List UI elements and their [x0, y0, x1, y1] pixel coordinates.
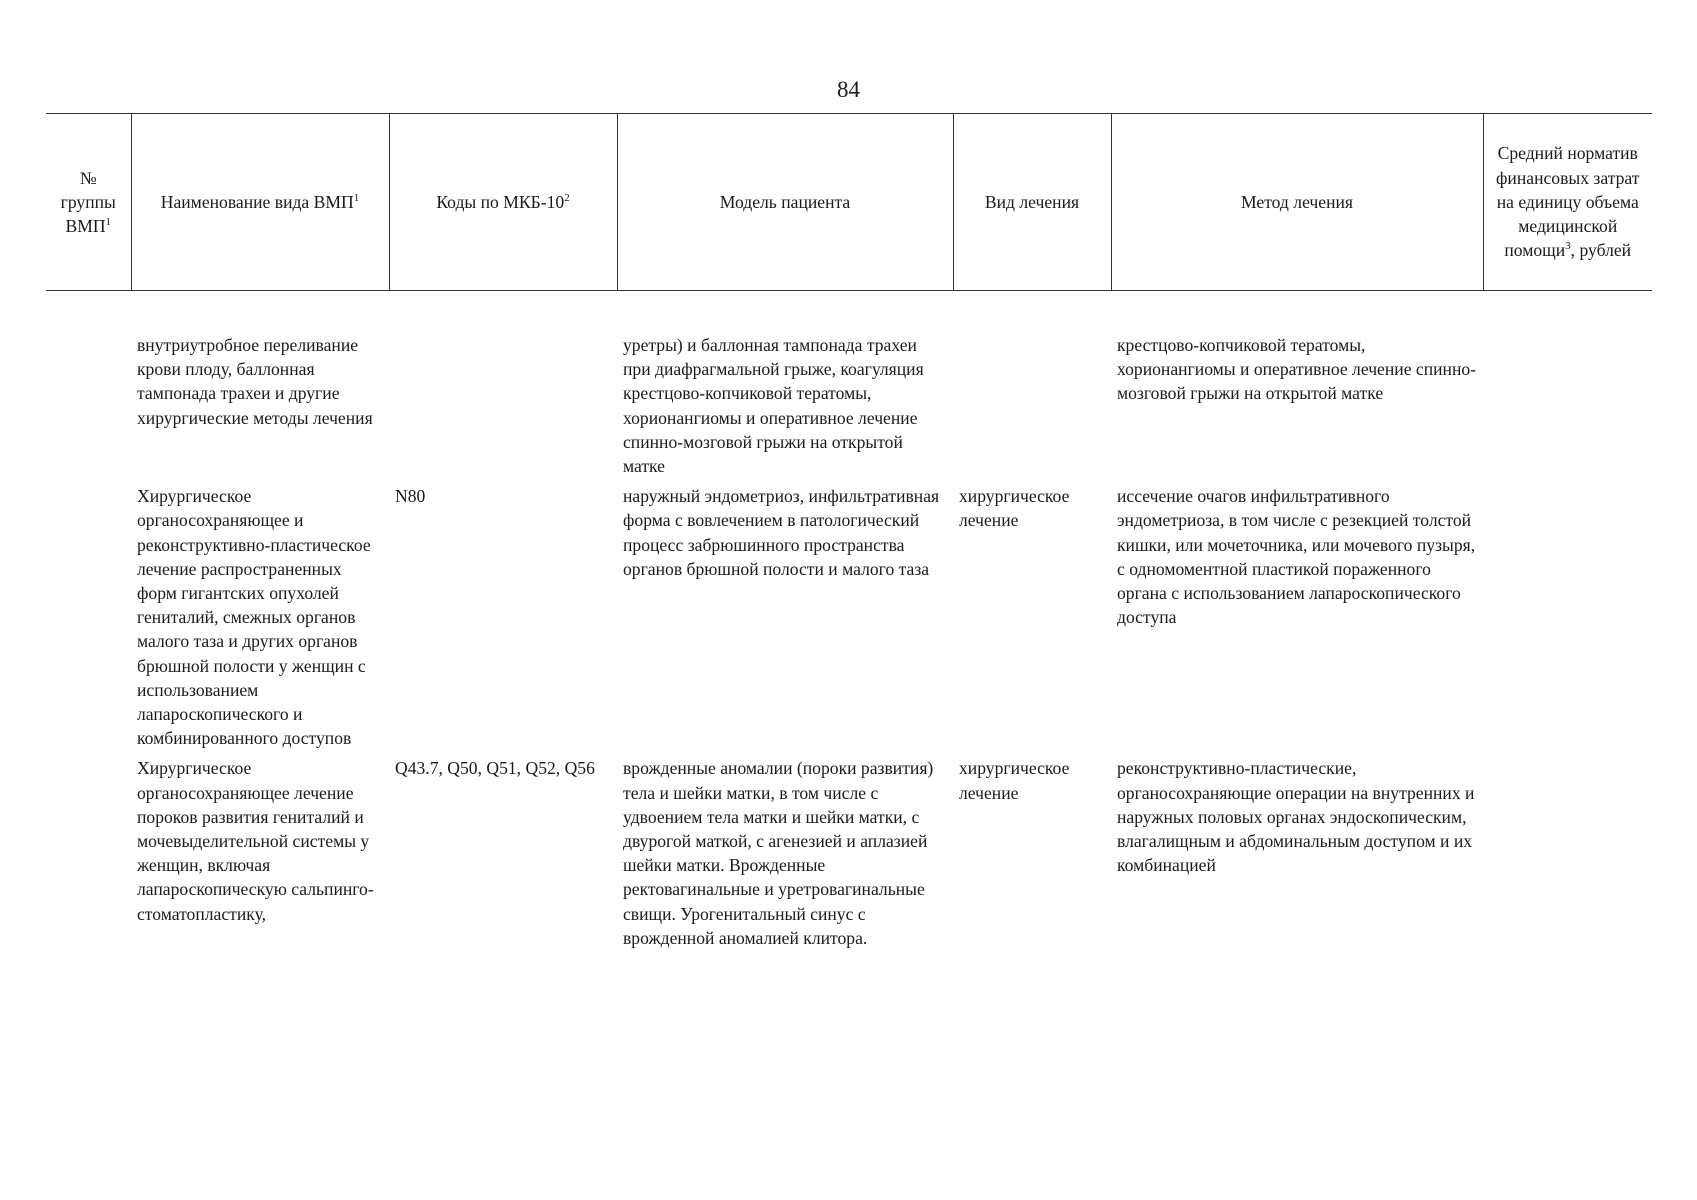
table-header-row	[46, 114, 1652, 291]
header-vmp-name: Наименование вида ВМП$^1$	[131, 114, 389, 291]
cell-cost	[1483, 484, 1652, 756]
cell-codes	[389, 291, 617, 485]
header-patient-model: Модель пациента	[617, 114, 953, 291]
cell-name: Хирургическое органосохраняющее и реконструктивно-пластическое лечение распространенных форм гигантских опухолей гениталий, смежных органов малого таза и других органов брюшной полости у женщин с использованием лапароскопического и комбинированного доступов	[137, 486, 371, 749]
header-group-number: № группы ВМП$^1$	[46, 114, 131, 291]
table-row	[46, 484, 1652, 756]
cell-codes: N80	[395, 486, 426, 507]
cell-codes: Q43.7, Q50, Q51, Q52, Q56	[395, 758, 595, 779]
page-number: 84	[837, 77, 860, 102]
cell-cost	[1483, 291, 1652, 485]
header-average-cost: Средний норматив финансовых затрат на единицу объема медицинской помощи$^3$, рублей	[1483, 114, 1652, 291]
header-treatment-method: Метод лечения	[1111, 114, 1483, 291]
cell-treatment: хирургическое лечение	[959, 486, 1070, 531]
header-treatment-type: Вид лечения	[953, 114, 1111, 291]
cell-group	[46, 484, 131, 756]
cell-method: реконструктивно-пластические, органосохраняющие операции на внутренних и наружных половых органах эндоскопическим, влагалищным и абдоминальным доступом и их комбинацией	[1117, 758, 1475, 876]
cell-model: уретры) и баллонная тампонада трахеи при диафрагмальной грыже, коагуляция крестцово-копчиковой тератомы, хорионангиомы и оперативное лечение спинно-мозговой грыжи на открытой матке	[623, 335, 924, 477]
cell-treatment: хирургическое лечение	[959, 758, 1070, 803]
cell-name: внутриутробное переливание крови плоду, баллонная тампонада трахеи и другие хирургические методы лечения	[137, 335, 373, 428]
table-row	[46, 291, 1652, 485]
cell-group	[46, 756, 131, 956]
cell-group	[46, 291, 131, 485]
cell-model: наружный эндометриоз, инфильтративная форма с вовлечением в патологический процесс забрюшинного пространства органов брюшной полости и малого таза	[623, 486, 940, 579]
cell-model: врожденные аномалии (пороки развития) тела и шейки матки, в том числе с удвоением тела матки и шейки матки, с двурогой маткой, с агенезией и аплазией шейки матки. Врожденные ректовагинальные и уретровагинальные свищи. Урогенитальный синус с врожденной аномалией клитора.	[623, 758, 934, 948]
header-icd-codes: Коды по МКБ-$10^2$	[389, 114, 617, 291]
cell-name: Хирургическое органосохраняющее лечение пороков развития гениталий и мочевыделительной системы у женщин, включая лапароскопическую сальпинго-стоматопластику,	[137, 758, 374, 924]
table-row	[46, 756, 1652, 956]
cell-cost	[1483, 756, 1652, 956]
cell-treatment	[953, 291, 1111, 485]
cell-method: иссечение очагов инфильтративного эндометриоза, в том числе с резекцией толстой кишки, или мочеточника, или мочевого пузыря, с одномоментной пластикой пораженного органа с использованием лапароскопического доступа	[1117, 486, 1476, 628]
vmp-table	[46, 113, 1652, 956]
cell-method: крестцово-копчиковой тератомы, хорионангиомы и оперативное лечение спинно-мозговой грыжи на открытой матке	[1117, 335, 1477, 404]
